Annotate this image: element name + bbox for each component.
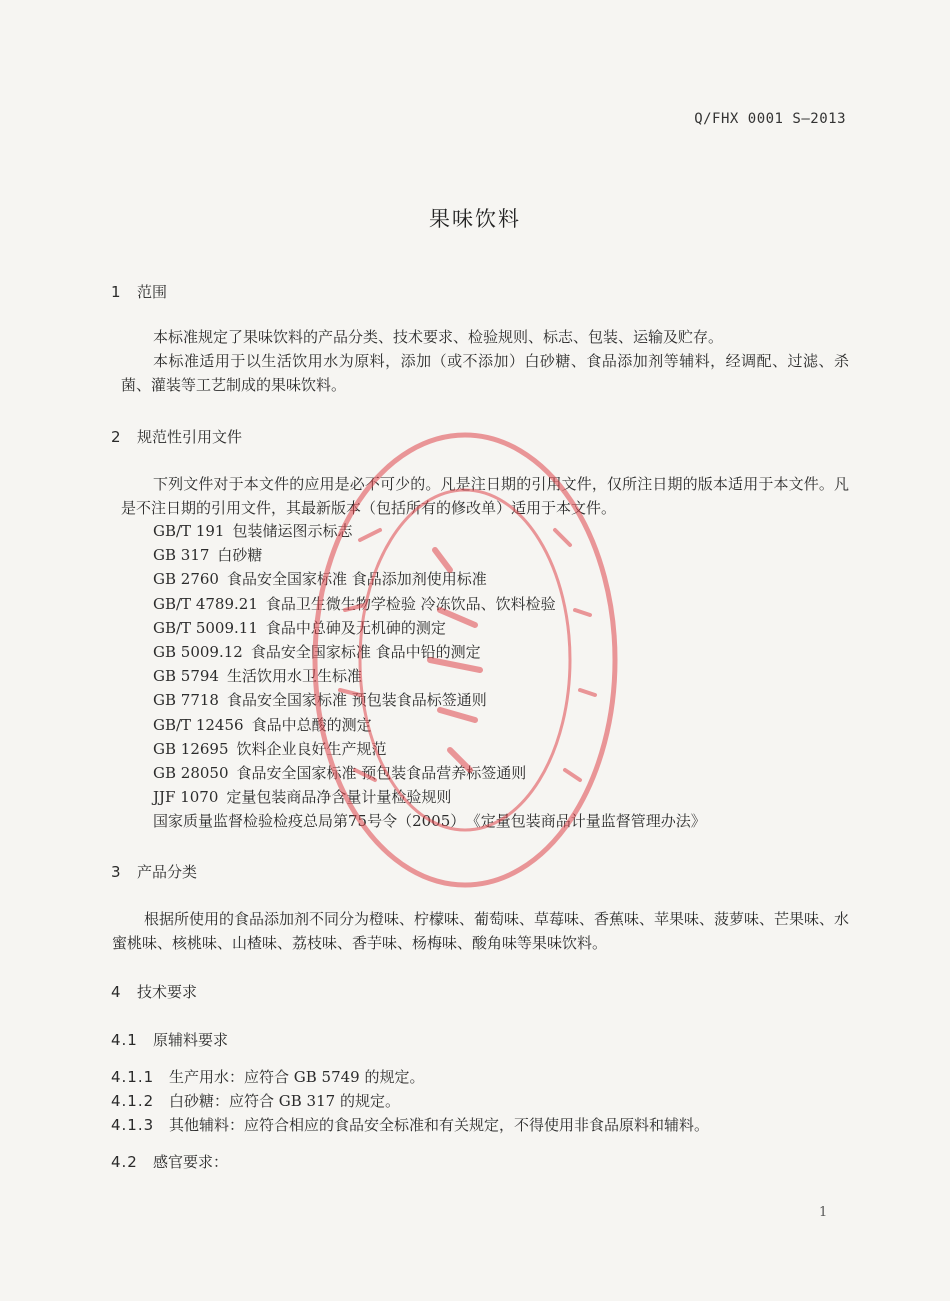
reference-code: GB 5794	[153, 667, 219, 686]
scope-paragraph-2: 本标准适用于以生活饮用水为原料，添加（或不添加）白砂糖、食品添加剂等辅料，经调配、过滤、杀菌、灌装等工艺制成的果味饮料。	[121, 352, 849, 394]
reference-title: 定量包装商品净含量计量检验规则	[226, 788, 452, 807]
reference-code: GB 7718	[153, 691, 219, 710]
clause-4-1-3	[111, 1114, 709, 1135]
subsection-4-1-heading	[111, 1029, 228, 1050]
clause-4-1-2	[111, 1090, 400, 1111]
clause-text: 白砂糖：应符合 GB 317 的规定。	[169, 1092, 400, 1110]
reference-list	[153, 519, 706, 834]
clause-number: 4.1.2	[111, 1092, 155, 1110]
section-number: 2	[111, 428, 121, 446]
reference-title: 食品安全国家标准 食品添加剂使用标准	[226, 570, 487, 589]
section-title: 技术要求	[137, 983, 198, 1001]
clause-text: 其他辅料：应符合相应的食品安全标准和有关规定，不得使用非食品原料和辅料。	[169, 1116, 710, 1134]
reference-title: 食品中总砷及无机砷的测定	[265, 618, 446, 637]
reference-title: 饮料企业良好生产规范	[236, 739, 387, 758]
document-code: Q/FHX 0001 S—2013	[694, 111, 846, 127]
reference-code: GB/T 12456	[153, 715, 244, 734]
document-title: 果味饮料	[429, 207, 521, 231]
page-number: 1	[819, 1205, 828, 1220]
subsection-title: 原辅料要求	[153, 1031, 229, 1049]
clause-number: 4.1.1	[111, 1068, 155, 1086]
reference-code: GB 12695	[153, 739, 229, 758]
section-number: 3	[111, 863, 121, 881]
subsection-number: 4.2	[111, 1153, 138, 1171]
list-item	[153, 616, 706, 640]
reference-code: GB/T 4789.21	[153, 594, 258, 613]
list-item	[153, 567, 706, 591]
section-4-heading	[111, 981, 197, 1002]
clause-4-1-1	[111, 1066, 425, 1087]
reference-code: GB 5009.12	[153, 643, 243, 662]
reference-code: GB/T 5009.11	[153, 618, 258, 637]
list-item	[153, 543, 706, 567]
clause-number: 4.1.3	[111, 1116, 155, 1134]
subsection-number: 4.1	[111, 1031, 138, 1049]
section-2-heading	[111, 426, 242, 447]
list-item	[153, 664, 706, 688]
list-item	[153, 519, 706, 543]
list-item	[153, 592, 706, 616]
reference-title: 白砂糖	[217, 546, 263, 565]
list-item	[153, 809, 706, 833]
reference-title: 食品安全国家标准 预包装食品标签通则	[226, 691, 487, 710]
reference-code: GB 317	[153, 546, 210, 565]
reference-title: 包装储运图示标志	[232, 522, 353, 540]
section-title: 产品分类	[137, 863, 198, 881]
list-item	[153, 785, 706, 809]
section-1-heading	[111, 281, 167, 302]
classification-paragraph: 根据所使用的食品添加剂不同分为橙味、柠檬味、葡萄味、草莓味、香蕉味、苹果味、菠萝味、芒果味、水蜜桃味、核桃味、山楂味、荔枝味、香芋味、杨梅味、酸角味等果味饮料。	[112, 910, 850, 952]
list-item	[153, 640, 706, 664]
references-intro: 下列文件对于本文件的应用是必不可少的。凡是注日期的引用文件，仅所注日期的版本适用于本文件。凡是不注日期的引用文件，其最新版本（包括所有的修改单）适用于本文件。	[121, 475, 849, 517]
list-item	[153, 713, 706, 737]
subsection-title: 感官要求：	[153, 1153, 229, 1171]
clause-text: 生产用水：应符合 GB 5749 的规定。	[169, 1068, 425, 1086]
reference-title: 生活饮用水卫生标准	[226, 667, 362, 686]
section-number: 4	[111, 983, 121, 1001]
reference-code: GB 28050	[153, 764, 229, 783]
list-item	[153, 761, 706, 785]
reference-code: JJF 1070	[153, 788, 219, 807]
list-item	[153, 688, 706, 712]
section-3-heading	[111, 861, 197, 882]
reference-title: 食品安全国家标准 食品中铅的测定	[250, 643, 481, 662]
reference-title: 食品卫生微生物学检验 冷冻饮品、饮料检验	[265, 594, 556, 613]
reference-code: 国家质量监督检验检疫总局第75号令（2005）	[153, 812, 466, 831]
reference-title: 食品安全国家标准 预包装食品营养标签通则	[236, 764, 527, 783]
reference-title: 《定量包装商品计量监督管理办法》	[473, 812, 706, 831]
reference-title: 食品中总酸的测定	[251, 715, 372, 734]
reference-code: GB/T 191	[153, 522, 225, 540]
scope-paragraph-1: 本标准规定了果味饮料的产品分类、技术要求、检验规则、标志、包装、运输及贮存。	[153, 328, 724, 346]
list-item	[153, 737, 706, 761]
reference-code: GB 2760	[153, 570, 219, 589]
section-title: 范围	[137, 283, 168, 301]
subsection-4-2-heading	[111, 1151, 228, 1172]
section-title: 规范性引用文件	[137, 428, 243, 446]
section-number: 1	[111, 283, 121, 301]
